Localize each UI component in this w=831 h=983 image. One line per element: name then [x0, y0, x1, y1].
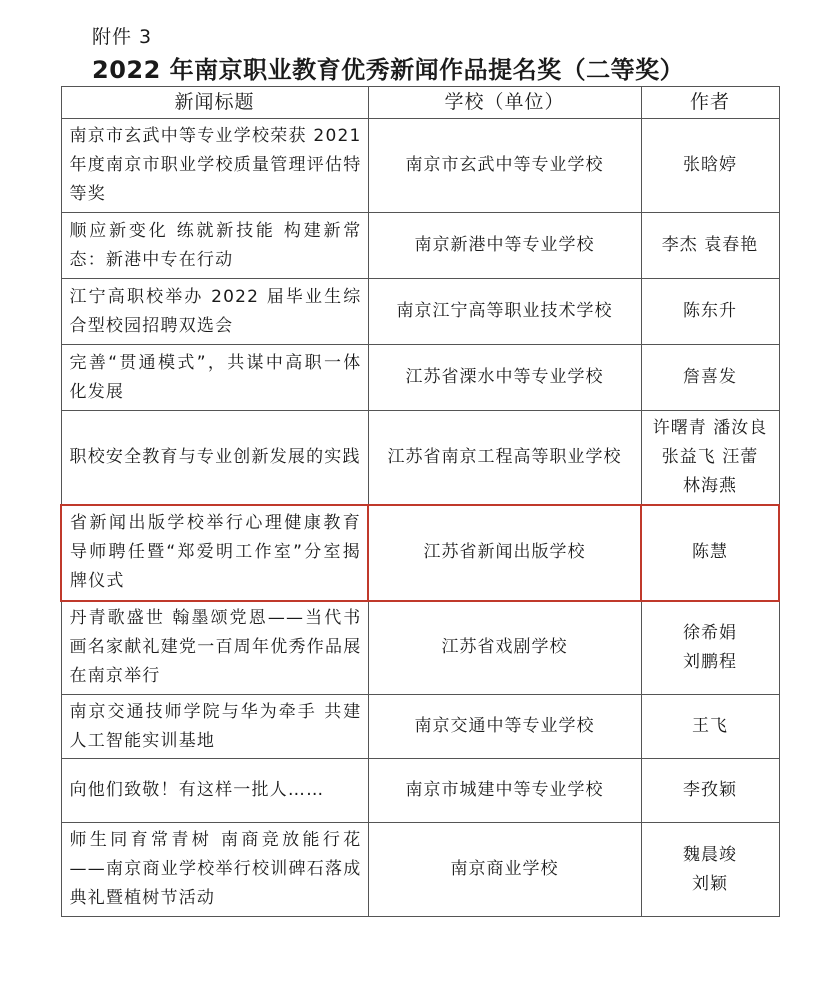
author-cell — [641, 505, 779, 601]
table-row — [61, 213, 779, 279]
school-cell: 江苏省溧水中等专业学校 — [368, 345, 641, 411]
author-name: 徐希娟 — [683, 622, 737, 643]
document-title: 2022 年南京职业教育优秀新闻作品提名奖（二等奖） — [92, 56, 685, 84]
author-cell — [641, 213, 779, 279]
school-cell: 南京市城建中等专业学校 — [368, 759, 641, 823]
table-header-row — [61, 87, 779, 119]
news-title-cell: 完善“贯通模式”，共谋中高职一体化发展 — [61, 345, 368, 411]
news-title-cell: 南京交通技师学院与华为牵手 共建人工智能实训基地 — [61, 695, 368, 759]
author-name: 王飞 — [692, 716, 728, 736]
news-title-cell: 职校安全教育与专业创新发展的实践 — [61, 411, 368, 505]
table-body — [61, 119, 779, 917]
author-cell — [641, 601, 779, 695]
school-cell: 江苏省戏剧学校 — [368, 601, 641, 695]
table-row — [61, 823, 779, 917]
news-title-cell: 江宁高职校举办 2022 届毕业生综合型校园招聘双选会 — [61, 279, 368, 345]
author-cell — [641, 695, 779, 759]
school-cell: 江苏省新闻出版学校 — [368, 505, 641, 601]
school-cell: 南京交通中等专业学校 — [368, 695, 641, 759]
school-cell: 南京市玄武中等专业学校 — [368, 119, 641, 213]
author-name: 张晗婷 — [683, 155, 737, 175]
school-cell: 南京新港中等专业学校 — [368, 213, 641, 279]
award-table — [60, 86, 780, 917]
author-name: 魏晨竣 — [683, 844, 737, 865]
news-title-cell: 师生同育常青树 南商竞放能行花——南京商业学校举行校训碑石落成典礼暨植树节活动 — [61, 823, 368, 917]
news-title-cell: 向他们致敬！有这样一批人…… — [61, 759, 368, 823]
author-name: 林海燕 — [683, 475, 737, 496]
author-name: 刘颖 — [692, 873, 728, 894]
table-row — [61, 601, 779, 695]
table-row — [61, 505, 779, 601]
news-title-cell: 丹青歌盛世 翰墨颂党恩——当代书画名家献礼建党一百周年优秀作品展在南京举行 — [61, 601, 368, 695]
news-title-cell: 省新闻出版学校举行心理健康教育导师聘任暨“郑爱明工作室”分室揭牌仪式 — [61, 505, 368, 601]
author-name: 张益飞 汪蕾 — [661, 446, 759, 467]
table-row — [61, 759, 779, 823]
author-name: 陈慧 — [692, 542, 728, 562]
author-name: 李杰 袁春艳 — [661, 235, 759, 255]
author-name: 许曙青 潘汝良 — [652, 417, 768, 438]
author-cell — [641, 759, 779, 823]
school-cell: 江苏省南京工程高等职业学校 — [368, 411, 641, 505]
attachment-label: 附件 3 — [92, 26, 153, 48]
author-name: 陈东升 — [683, 301, 737, 321]
author-cell — [641, 411, 779, 505]
author-cell — [641, 823, 779, 917]
table-row — [61, 695, 779, 759]
table-row — [61, 345, 779, 411]
header-author: 作者 — [641, 87, 779, 119]
author-name: 李孜颖 — [683, 780, 737, 800]
table-row — [61, 279, 779, 345]
school-cell: 南京江宁高等职业技术学校 — [368, 279, 641, 345]
author-name: 詹喜发 — [683, 367, 737, 387]
author-cell — [641, 345, 779, 411]
school-cell: 南京商业学校 — [368, 823, 641, 917]
table-row — [61, 119, 779, 213]
author-cell — [641, 119, 779, 213]
news-title-cell: 顺应新变化 练就新技能 构建新常态：新港中专在行动 — [61, 213, 368, 279]
header-school: 学校（单位） — [368, 87, 641, 119]
news-title-cell: 南京市玄武中等专业学校荣获 2021 年度南京市职业学校质量管理评估特等奖 — [61, 119, 368, 213]
header-title: 新闻标题 — [61, 87, 368, 119]
author-name: 刘鹏程 — [683, 651, 737, 672]
author-cell — [641, 279, 779, 345]
table-row — [61, 411, 779, 505]
